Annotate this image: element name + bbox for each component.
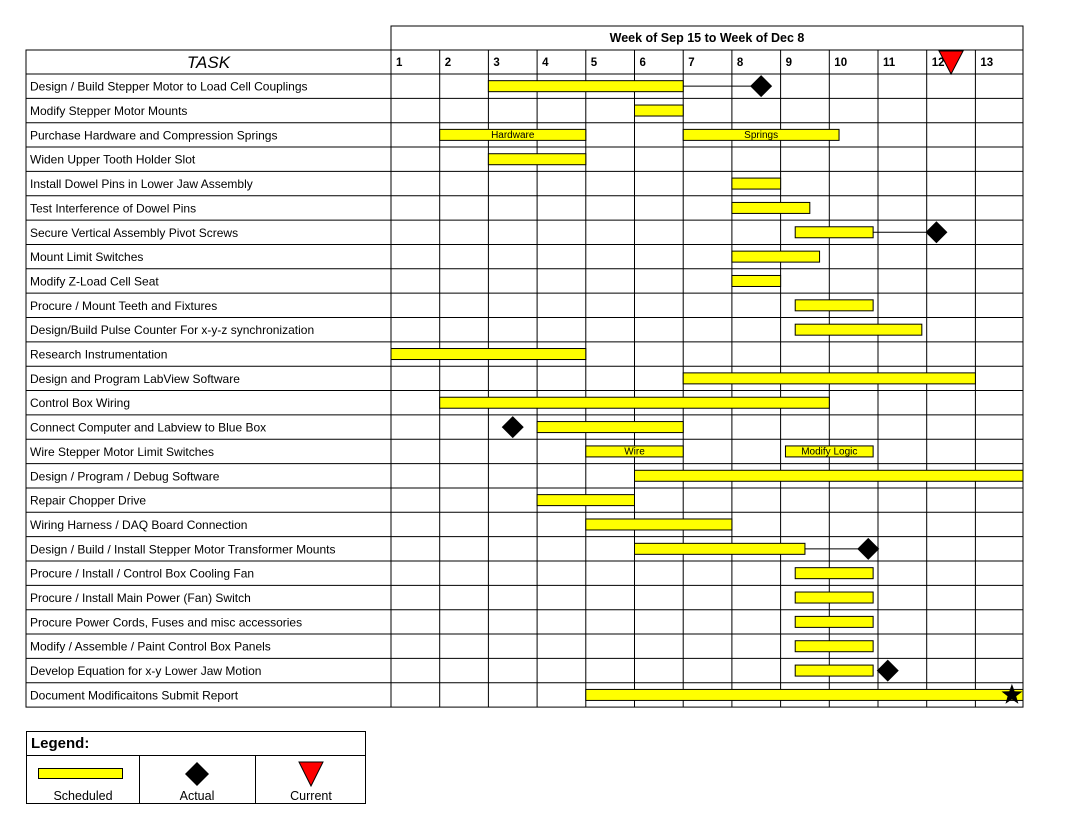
bar-label: Modify Logic (801, 446, 858, 458)
task-label: Widen Upper Tooth Holder Slot (30, 152, 196, 167)
task-label: Develop Equation for x-y Lower Jaw Motion (30, 664, 262, 679)
week-label: 11 (883, 57, 896, 69)
scheduled-bar (440, 397, 830, 408)
task-label: Wiring Harness / DAQ Board Connection (30, 517, 248, 532)
scheduled-bar (795, 641, 873, 652)
task-label: Wire Stepper Motor Limit Switches (30, 444, 215, 459)
week-label: 13 (980, 57, 994, 69)
task-label: Design and Program LabView Software (30, 371, 240, 386)
scheduled-bar (586, 519, 732, 530)
task-label: Install Dowel Pins in Lower Jaw Assembly (30, 177, 253, 192)
task-label: Modify Stepper Motor Mounts (30, 104, 188, 119)
bar-label: Springs (744, 129, 779, 141)
week-label: 10 (834, 57, 848, 69)
task-label: Procure / Install / Control Box Cooling Fan (30, 566, 255, 581)
scheduled-bar (488, 81, 683, 92)
scheduled-bar (795, 300, 873, 311)
scheduled-bar (795, 616, 873, 627)
bar-label: Wire (624, 446, 645, 458)
scheduled-bar (537, 422, 683, 433)
task-label: Procure / Install Main Power (Fan) Switch (30, 591, 251, 606)
scheduled-bar (795, 324, 922, 335)
task-label: Design/Build Pulse Counter For x-y-z synchronization (30, 323, 315, 338)
legend-scheduled (27, 756, 139, 804)
task-label: Research Instrumentation (30, 347, 168, 362)
week-label: 9 (785, 57, 793, 69)
diamond-icon (140, 760, 254, 790)
task-label: Modify Z-Load Cell Seat (30, 274, 159, 289)
scheduled-bar (683, 373, 975, 384)
scheduled-bar (488, 154, 585, 165)
scheduled-bar (635, 105, 684, 116)
actual-diamond-icon (502, 416, 524, 438)
week-label: 6 (639, 57, 646, 69)
task-column-title: TASK (186, 53, 231, 72)
week-label: 3 (493, 57, 500, 69)
actual-diamond-icon (857, 538, 879, 560)
triangle-down-icon (256, 760, 366, 790)
task-label: Purchase Hardware and Compression Springs (30, 128, 278, 143)
task-label: Mount Limit Switches (30, 250, 144, 265)
task-label: Repair Chopper Drive (30, 493, 147, 508)
scheduled-bar (732, 275, 781, 286)
task-label: Design / Program / Debug Software (30, 469, 220, 484)
legend-current (256, 756, 366, 804)
week-label: 8 (736, 57, 744, 69)
task-label: Procure Power Cords, Fuses and misc accessories (30, 615, 303, 630)
actual-diamond-icon (925, 221, 947, 243)
scheduled-bar (635, 470, 1024, 481)
scheduled-bar (795, 665, 873, 676)
legend-current-label: Current (290, 789, 332, 803)
week-label: 12 (931, 57, 945, 69)
actual-diamond-icon (750, 75, 772, 97)
task-label: Control Box Wiring (30, 396, 131, 411)
actual-diamond-icon (877, 660, 899, 682)
legend-title: Legend: (31, 735, 90, 752)
week-label: 5 (590, 57, 598, 69)
scheduled-bar (795, 227, 873, 238)
scheduled-bar (635, 543, 805, 554)
bar-label: Hardware (491, 129, 535, 141)
scheduled-bar (732, 178, 781, 189)
task-label: Design / Build Stepper Motor to Load Cell Couplings (30, 79, 308, 94)
legend (26, 731, 366, 804)
scheduled-bar (732, 202, 810, 213)
task-label: Test Interference of Dowel Pins (30, 201, 197, 216)
task-label: Procure / Mount Teeth and Fixtures (30, 298, 218, 313)
task-label: Secure Vertical Assembly Pivot Screws (30, 225, 239, 240)
week-label: 7 (688, 57, 695, 69)
legend-actual-label: Actual (179, 789, 215, 803)
scheduled-bar (795, 592, 873, 603)
scheduled-bar (537, 495, 634, 506)
legend-actual (140, 756, 254, 804)
task-label: Design / Build / Install Stepper Motor Transformer Mounts (30, 542, 336, 557)
week-label: 1 (396, 57, 403, 69)
week-label: 4 (542, 57, 549, 69)
task-label: Connect Computer and Labview to Blue Box (30, 420, 267, 435)
scheduled-bar (795, 568, 873, 579)
scheduled-bar (732, 251, 820, 262)
legend-scheduled-label: Scheduled (53, 789, 113, 803)
week-label: 2 (444, 57, 452, 69)
scheduled-bar (391, 349, 586, 360)
task-label: Modify / Assemble / Paint Control Box Panels (30, 639, 271, 654)
task-label: Document Modificaitons Submit Report (30, 688, 239, 703)
scheduled-bar (586, 689, 1023, 700)
chart-header-title: Week of Sep 15 to Week of Dec 8 (609, 31, 805, 45)
legend-scheduled-bar-icon (38, 768, 123, 779)
